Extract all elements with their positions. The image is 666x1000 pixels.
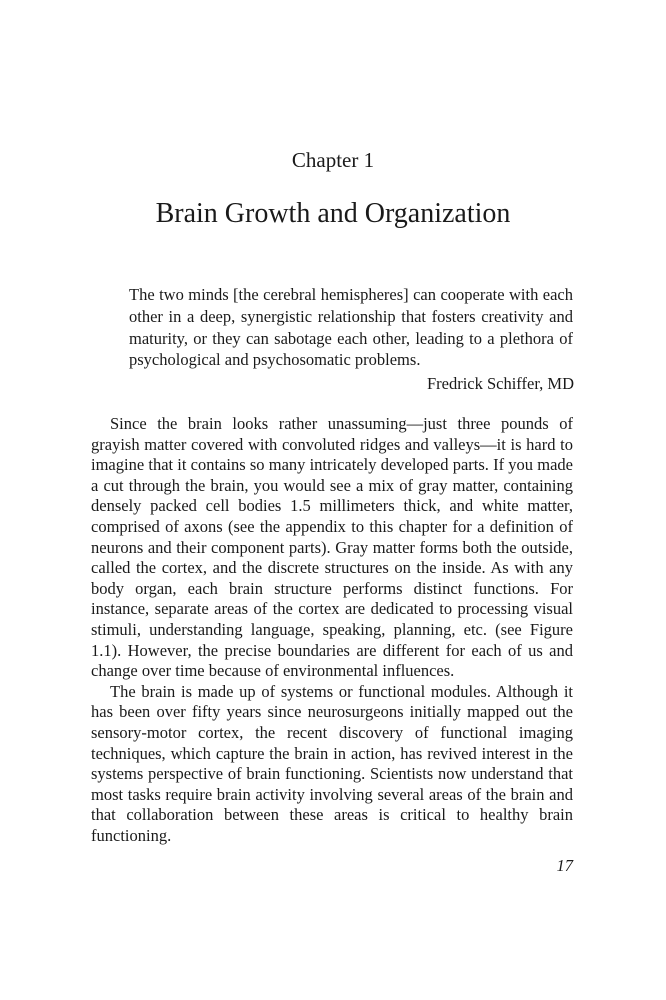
body-paragraph: Since the brain looks rather unassuming—just three pounds of grayish matter covered with convoluted ridges and valleys—it is hard to imagine that it contains so many intricately developed parts. If you made a cut through the brain, you would see a mix of gray matter, containing densely packed cell bodies 1.5 millimeters thick, and white matter, comprised of axons (see the appendix to this chapter for a definition of neurons and their component parts). Gray matter forms both the outside, called the cortex, and the discrete structures on the inside. As with any body organ, each brain structure performs distinct functions. For instance, separate areas of the cortex are dedicated to processing visual stimuli, understanding language, speaking, planning, etc. (see Figure 1.1). However, the precise boundaries are different for each of us and change over time because of environmental influences. xyxy=(91,414,573,681)
chapter-number: Chapter 1 xyxy=(291,148,375,172)
epigraph-attribution: Fredrick Schiffer, MD xyxy=(426,374,574,393)
page-number: 17 xyxy=(556,856,573,875)
epigraph-quote: The two minds [the cerebral hemispheres] can cooperate with each other in a deep, synergistic relationship that fosters creativity and maturity, or they can sabotage each other, leading to a plethora of psychological and psychosomatic problems. xyxy=(129,285,573,370)
body-paragraph: The brain is made up of systems or functional modules. Although it has been over fifty years since neurosurgeons initially mapped out the sensory-motor cortex, the recent discovery of functional imaging techniques, which capture the brain in action, has revived interest in the systems perspective of brain functioning. Scientists now understand that most tasks require brain activity involving several areas of the brain and that collaboration between these areas is critical to healthy brain functioning. xyxy=(91,681,573,845)
chapter-title: Brain Growth and Organization xyxy=(155,198,511,229)
body-text xyxy=(91,414,573,846)
